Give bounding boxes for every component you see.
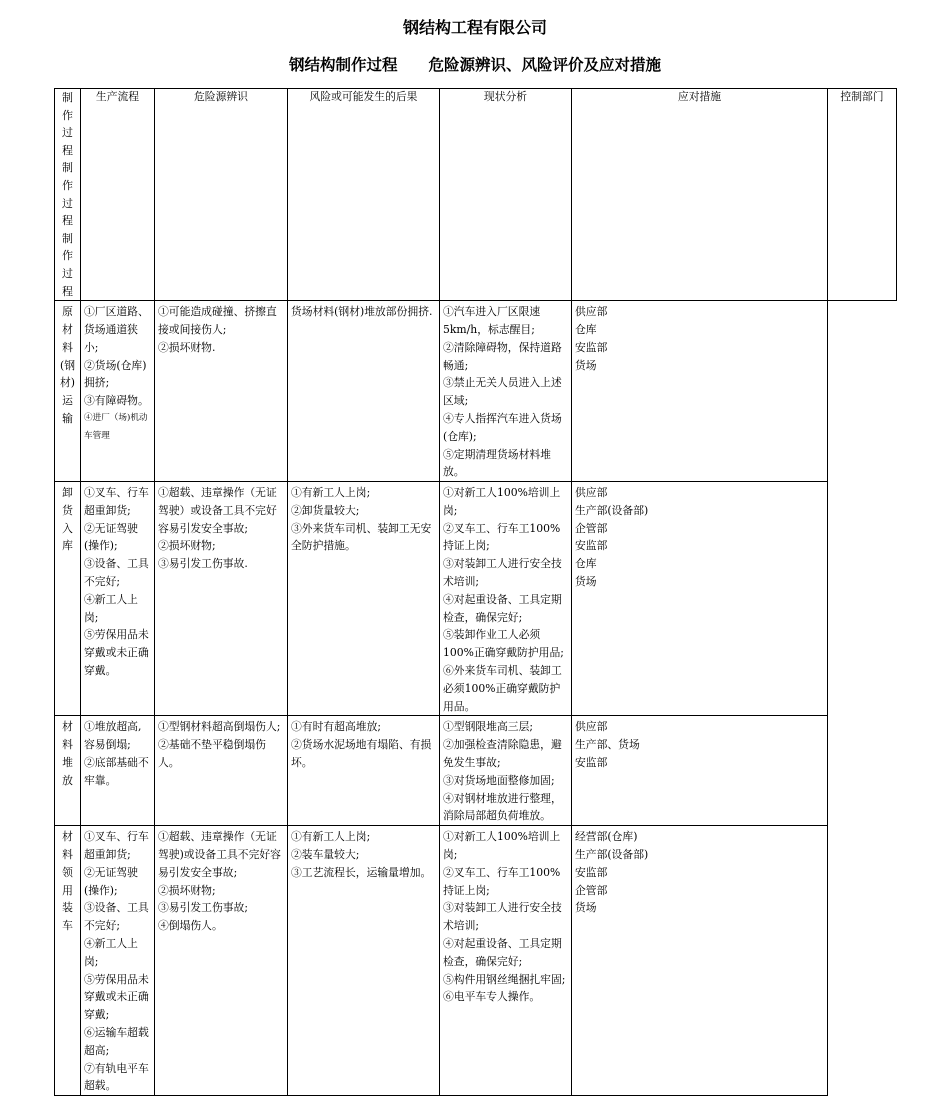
cell-line: 仓库 [575,322,597,336]
cell-line: 企管部 [575,521,608,535]
cell-line: 货场 [575,901,597,915]
cell-line: ③设备、工具不完好; [84,901,149,933]
consequences-cell [155,482,288,716]
cell-line: ①可能造成碰撞、挤擦直接或间接伤人; [158,305,277,336]
cell-line: ⑤劳保用品未穿戴或未正确穿戴。 [84,628,149,678]
cell-line: ②清除障碍物，保持道路畅通; [443,340,562,372]
cell-line: ②基础不垫平稳倒塌伤人。 [158,738,266,770]
cell-line: ①型钢限堆高三层; [443,720,534,734]
cell-line: 安监部 [575,539,608,553]
header-measures: 应对措施 [572,89,828,301]
measures-cell [440,716,572,826]
header-process: 生产流程 [81,89,155,301]
cell-line: ⑤定期清理货场材料堆放。 [443,447,551,479]
cell-line: ①叉车、行车超重卸货; [84,486,149,517]
status-cell [288,716,440,826]
cell-line: ①型钢材料超高倒塌伤人; [158,720,281,734]
cell-line: ③工艺流程长，运输量增加。 [291,865,432,879]
departments-cell [572,301,828,482]
status-cell [288,301,440,482]
cell-line: ③有障碍物。 [84,394,149,408]
cell-line: 供应部 [575,720,608,734]
hazards-cell [81,826,155,1096]
cell-line: ①厂区道路、货场通道狭小; [84,305,149,354]
cell-line: ③禁止无关人员进入上述区域; [443,376,562,408]
cell-line: ④倒塌伤人。 [158,919,223,933]
cell-line: ①有新工人上岗; [291,486,371,500]
risk-table [54,88,897,1096]
cell-line: ⑤劳保用品未穿戴或未正确穿戴; [84,972,149,1022]
hazards-cell [81,482,155,716]
cell-line: ③易引发工伤事故. [158,557,248,571]
cell-line: ④对起重设备、工具定期检查，确保完好; [443,937,562,968]
cell-line: 仓库 [575,557,597,571]
cell-line: ②加强检查清除隐患，避免发生事故; [443,738,562,770]
process-cell: 材料领用装车 [55,826,81,1096]
cell-line: 生产部(设备部) [575,848,649,862]
cell-line: ⑤构件用钢丝绳捆扎牢固; [443,972,566,986]
header-status: 现状分析 [440,89,572,301]
side-label-cell [55,89,81,301]
cell-line: ①超载、违章操作（无证驾驶）或设备工具不完好容易引发安全事故; [158,486,277,535]
cell-line: ③对货场地面整修加固; [443,773,555,787]
cell-line: 货场 [575,575,597,589]
consequences-cell [155,301,288,482]
departments-cell [572,716,828,826]
cell-line: ⑥电平车专人操作。 [443,990,541,1004]
consequences-cell [155,716,288,826]
measures-cell [440,826,572,1096]
cell-line: 货场 [575,358,597,372]
cell-line: ①超载、违章操作（无证驾驶)或设备工具不完好容易引发安全事故; [158,830,281,879]
cell-line: ②无证驾驶(操作); [84,521,138,553]
cell-line: ②无证驾驶(操作); [84,865,138,897]
status-cell [288,482,440,716]
cell-line: ②装车量较大; [291,848,360,862]
status-cell [288,826,440,1096]
cell-line: ①有时有超高堆放; [291,720,382,734]
departments-cell [572,482,828,716]
cell-line: 经营部(仓库) [575,830,638,844]
cell-line: ①叉车、行车超重卸货; [84,830,149,862]
cell-line: ①堆放超高,容易倒塌; [84,720,142,752]
hazards-cell [81,301,155,482]
cell-line: ⑤装卸作业工人必须100%正确穿戴防护用品; [443,628,564,660]
cell-line: 企管部 [575,883,608,897]
measures-cell [440,301,572,482]
cell-line: ④进厂（场)机动车管理 [84,412,148,441]
departments-cell [572,826,828,1096]
cell-line: ⑥外来货车司机、装卸工必须100%正确穿戴防护用品。 [443,664,562,713]
cell-line: ④专人指挥汽车进入货场(仓库); [443,411,562,443]
process-cell: 卸货入库 [55,482,81,716]
company-title: 钢结构工程有限公司 [402,18,547,37]
cell-line: ③对装卸工人进行安全技术培训; [443,557,562,589]
cell-line: ②叉车工、行车工100%持证上岗; [443,865,561,897]
cell-line: ②货场水泥场地有塌陷、有损坏。 [291,738,432,770]
cell-line: 生产部(设备部) [575,503,649,517]
header-row [55,89,897,301]
cell-line: ⑥运输车超载超高; [84,1026,149,1057]
cell-line: ①汽车进入厂区限速5km/h，标志醒目; [443,305,541,336]
process-cell: 原材料(钢材)运输 [55,301,81,482]
cell-line: ③易引发工伤事故; [158,901,249,915]
cell-line: ①对新工人100%培训上岗; [443,486,561,517]
header-departments: 控制部门 [828,89,897,301]
hazards-cell [81,716,155,826]
cell-line: ①有新工人上岗; [291,830,371,844]
table-row [55,716,897,826]
cell-line: ②货场(仓库)拥挤; [84,358,147,390]
cell-line: ④新工人上岗; [84,937,138,968]
measures-cell [440,482,572,716]
side-label: 制作过程制作过程制作过程 [62,91,73,298]
cell-line: ④新工人上岗; [84,592,138,624]
cell-line: 供应部 [575,305,608,319]
cell-line: ②叉车工、行车工100%持证上岗; [443,521,561,553]
cell-line: ④对起重设备、工具定期检查，确保完好; [443,592,562,624]
cell-line: ⑦有轨电平车超载。 [84,1061,149,1093]
cell-line: ②损坏财物; [158,883,216,897]
cell-line: ①对新工人100%培训上岗; [443,830,561,862]
cell-line: ②卸货量较大; [291,503,360,517]
cell-line: 安监部 [575,340,608,354]
cell-line: ③外来货车司机、装卸工无安全防护措施。 [291,521,432,553]
consequences-cell [155,826,288,1096]
cell-line: ③对装卸工人进行安全技术培训; [443,901,562,933]
document-subtitle: 钢结构制作过程 危险源辨识、风险评价及应对措施 [288,56,661,74]
table-row [55,826,897,1096]
cell-line: ②损坏财物; [158,539,216,553]
process-cell: 材料堆放 [55,716,81,826]
cell-line: 安监部 [575,865,608,879]
header-hazards: 危险源辨识 [155,89,288,301]
cell-line: ②底部基础不牢靠。 [84,756,149,787]
cell-line: ④对钢材堆放进行整理，消除局部超负荷堆放。 [443,791,562,823]
cell-line: ③设备、工具不完好; [84,557,149,589]
cell-line: 货场材料(钢材)堆放部份拥挤. [291,305,433,319]
cell-line: 生产部、货场 [575,738,640,752]
cell-line: ②损坏财物. [158,340,216,354]
header-consequences: 风险或可能发生的后果 [288,89,440,301]
table-row [55,301,897,482]
cell-line: 供应部 [575,486,608,500]
cell-line: 安监部 [575,756,608,770]
table-row [55,482,897,716]
